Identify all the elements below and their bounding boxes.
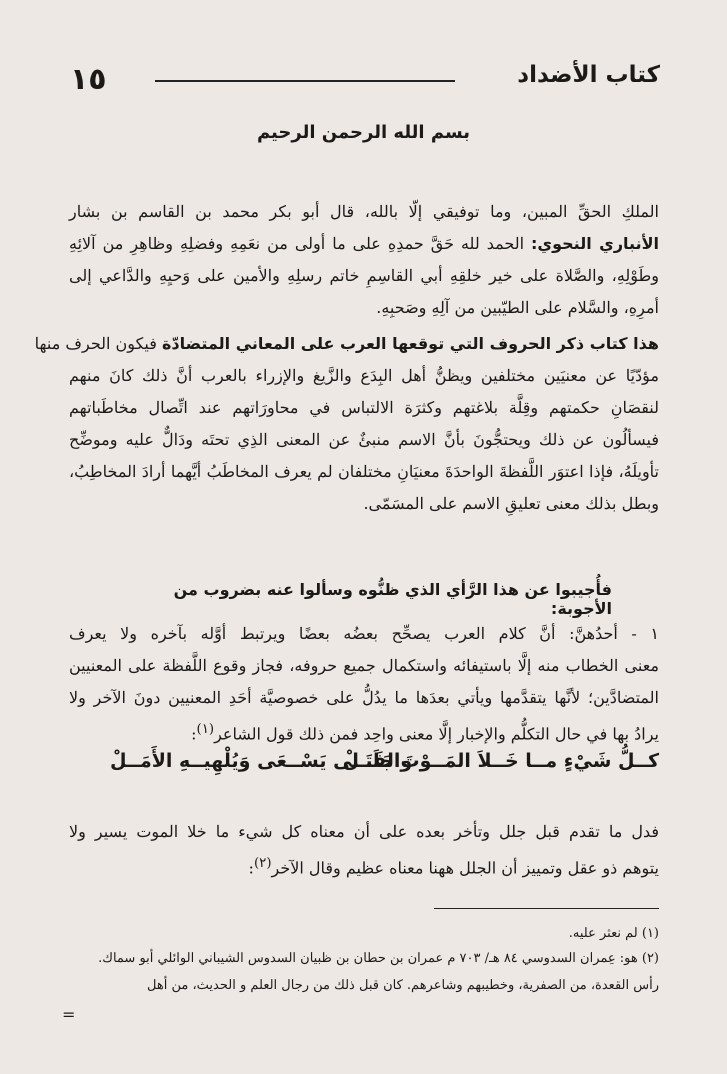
intro-line-1: الملكِ الحقِّ المبين، وما توفيقي إلّا بالله، قال أبو بكر محمد بن القاسم بن بشار bbox=[69, 202, 659, 221]
section-line-4: فيسألُون عن ذلك ويحتجُّونَ بأنَّ الاسم منبئٌ عن المعنى الذِي تحتَه ودَالٌّ عليه وموضِّح bbox=[69, 430, 659, 449]
continuation-mark: = bbox=[62, 1005, 76, 1024]
footnote-2-continued: رأس القعدة، من الصفرية، وخطيبهم وشاعرهم. كان قبل ذلك من رجال العلم و الحديث، من أهل bbox=[147, 978, 659, 993]
basmala: بسم الله الرحمن الرحيم bbox=[256, 122, 471, 143]
footnote-rule bbox=[434, 908, 659, 909]
intro-line-3: وطَوْلِهِ، والصَّلاة على خير خلقِهِ أبي القاسِمِ خاتم رسلِهِ والأمين على وَحيِهِ والدَّاعي إلى bbox=[69, 266, 659, 285]
section-line-3: لنقصَانِ حكمتهم وقِلَّة بلاغتهم وكثرَة الالتباس في محاورَاتهم عند اتِّصال مخاطَباتهم bbox=[69, 398, 659, 417]
poem-hemistich-2: والفَتَــى يَسْــعَى وَيُلْهِيــهِ الأَمَــلْ bbox=[110, 750, 413, 772]
page-header bbox=[60, 62, 660, 102]
answer1-line-3: المتضادَّين؛ لأنَّها يتقدَّمها ويأتي بعدَها ما يدُلُّ على خصوصيَّة أحَدِ المعنيين دونَ الآخر ولا bbox=[69, 688, 659, 707]
answer1-line-2: معنى الخطاب منه إلَّا باستيفائه واستكمال جميع حروفه، فجاز وقوع اللَّفظة على المعنيين bbox=[69, 656, 659, 675]
intro-line-4: أمرِهِ، والسَّلام على الطيّبين من آلِهِ وصَحبِهِ. bbox=[376, 298, 659, 317]
footnote-1: (١) لم نعثر عليه. bbox=[568, 926, 659, 941]
colon: : bbox=[191, 724, 197, 744]
commentary-line-1: فدل ما تقدم قبل جلل وتأخر بعده على أن معناه كل شيء ما خلا الموت يسير ولا bbox=[69, 822, 659, 841]
author-name: الأنباري النحوي: bbox=[531, 234, 659, 253]
intro-line-2 bbox=[69, 232, 659, 256]
section-title: هذا كتاب ذكر الحروف التي توقعها العرب على المعاني المتضادّة bbox=[161, 334, 659, 353]
answer1-line-1: ١ - أحدُهنَّ: أنَّ كلام العرب يصحِّح بعضُه بعضًا ويرتبط أوَّله بآخره ولا يعرف bbox=[69, 624, 659, 643]
section-line-1 bbox=[34, 332, 659, 356]
section-line-2: مؤدّيًا عن معنيَين مختلفين ويظنُّ أهل البِدَع والزَّيغ والإزراء بالعرب أنَّ ذلك كانَ منهم bbox=[69, 366, 659, 385]
answer1-line-4-text: يرادُ بها في حال التكلُّم والإخبار إلَّا معنى واحِد فمن ذلك قول الشاعر bbox=[214, 724, 659, 744]
footnote-2: (٢) هو: عِمران السدوسي ٨٤ هـ/ ٧٠٣ م عمران بن حطان بن ظبيان السدوس الشيباني الوائلي أبو سماك. bbox=[98, 951, 659, 966]
commentary-line-2 bbox=[69, 852, 659, 880]
intro-line-2-text: الحمد لله حَقَّ حمدِهِ على ما أولى من نعَمِهِ وفضلِهِ وظاهِرِ من آلائِهِ bbox=[69, 234, 525, 253]
section-line-1-text: فيكون الحرف منها bbox=[34, 334, 157, 353]
answers-heading: فأُجيبوا عن هذا الرَّأي الذي ظنُّوه وسألوا عنه بضروب من الأجوبة: bbox=[173, 580, 612, 618]
answer1-line-4 bbox=[69, 718, 659, 746]
section-line-6: وبطل بذلك معنى تعليقِ الاسم على المسَمّى. bbox=[363, 494, 659, 513]
colon: : bbox=[248, 858, 254, 878]
poem-hemistich-1: كــلُّ شَيْءٍ مــا خَــلاَ المَــوْتَ جَلَــلْ bbox=[342, 750, 659, 772]
footnote-ref-1: (١) bbox=[196, 722, 215, 737]
footnote-ref-2: (٢) bbox=[253, 856, 272, 871]
book-title: كتاب الأضداد bbox=[517, 62, 660, 88]
commentary-line-2-text: يتوهم ذو عقل وتمييز أن الجلل ههنا معناه عظيم وقال الآخر bbox=[271, 858, 659, 878]
page-number: ١٥ bbox=[70, 62, 107, 97]
section-line-5: تأويلَهُ، فإذا اعتوَر اللَّفظةَ الواحدَةَ معنيَانِ مختلفان لم يعرف المخاطَبُ أيَّهما أرادَ المخاطِبُ، bbox=[69, 462, 659, 481]
header-rule bbox=[155, 80, 455, 82]
